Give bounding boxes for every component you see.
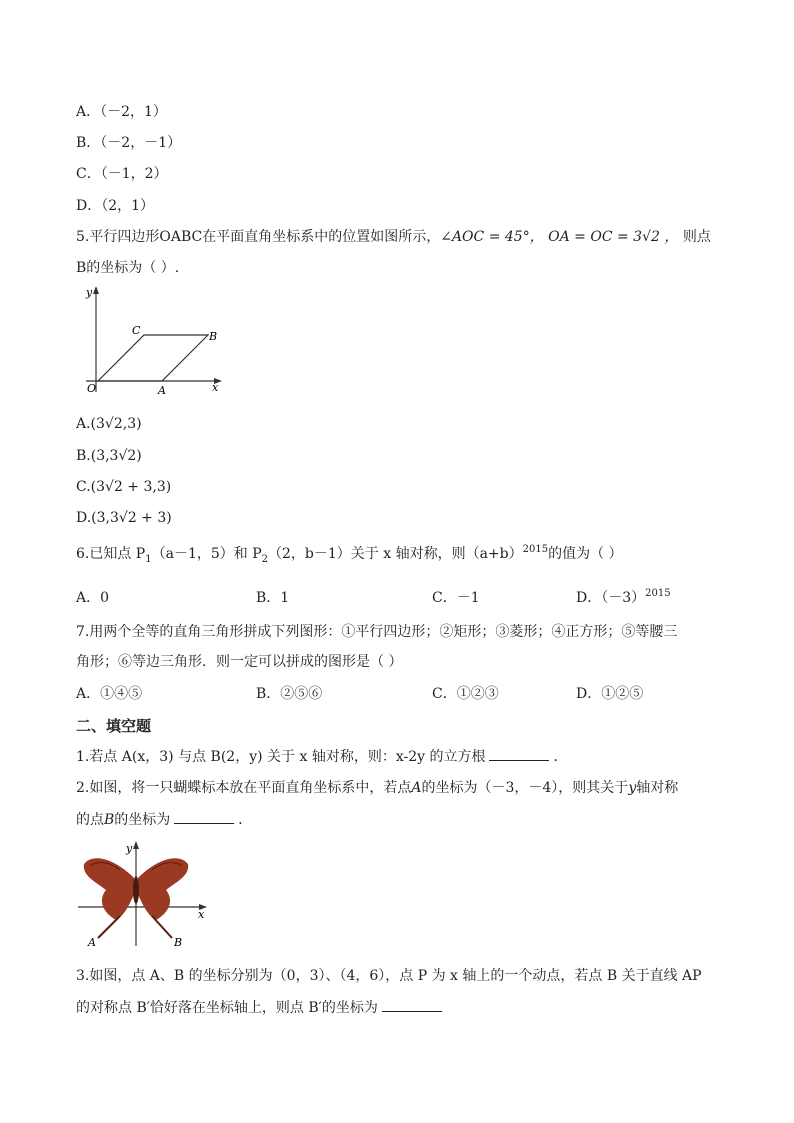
q6-text-post: 的值为（ ）	[548, 546, 623, 562]
q5-question-line2: B的坐标为（ ）.	[76, 260, 180, 276]
q5-fig-label-O: O	[87, 382, 97, 395]
fill-question-1	[76, 746, 567, 767]
f2-point-b: B	[104, 812, 115, 828]
q5-fig-label-B: B	[209, 330, 218, 343]
fill-question-2-line1	[76, 778, 678, 798]
q7-option-a: A．①④⑤	[76, 686, 143, 702]
f2-line2-mid: 的坐标为	[114, 812, 171, 828]
q4-option-c: C．（－1，2）	[76, 166, 168, 182]
q6-sub2: 2	[261, 554, 269, 565]
q5-fig-label-A: A	[158, 384, 166, 396]
q6-text-pre: 6.已知点 P	[76, 546, 146, 562]
q4-option-a: A．（－2，1）	[76, 104, 167, 120]
f1-text-post: ．	[553, 749, 568, 765]
q6-option-b: B．1	[256, 590, 290, 606]
fill-question-2-line2	[76, 809, 252, 830]
q5-option-a: A.(3√2,3)	[76, 416, 142, 432]
q6-option-d-exp: 2015	[645, 588, 671, 599]
q6-text-mid2: （2，b－1）关于 x 轴对称，则（a+b）	[268, 546, 523, 562]
f2-fig-label-A: A	[88, 936, 96, 949]
q5-condition: ∠AOC = 45°， OA = OC = 3√2 ，	[440, 229, 679, 245]
q6-option-d	[576, 588, 671, 610]
q5-fig-label-x: x	[212, 381, 219, 394]
q7-option-b: B．②⑤⑥	[256, 686, 323, 702]
f1-answer-blank[interactable]	[489, 746, 549, 761]
f3-line2-pre: 的对称点 B′恰好落在坐标轴上，则点 B′的坐标为	[76, 1000, 378, 1016]
q7-question-line2: 角形；⑥等边三角形．则一定可以拼成的图形是（ ）	[76, 654, 403, 670]
q5-option-b: B.(3,3√2)	[76, 448, 142, 464]
q5-question-line1	[76, 227, 711, 247]
fill-question-3-line1: 3.如图，点 A、B 的坐标分别为（0，3）、（4，6），点 P 为 x 轴上的一个动点，若点 B 关于直线 AP	[76, 968, 702, 984]
f2-line1-mid: 的坐标为（－3，－4），则其关于	[421, 780, 629, 796]
f2-fig-label-y: y	[126, 842, 133, 855]
q4-option-b: B．（－2，－1）	[76, 135, 182, 151]
q6-option-d-base: D．（－3）	[576, 590, 646, 606]
f2-butterfly-figure	[76, 838, 210, 950]
q5-text-post: 则点	[678, 229, 711, 245]
f2-line2-post: ．	[238, 812, 253, 828]
f2-answer-blank[interactable]	[174, 809, 234, 824]
f1-text-pre: 1.若点 A(x，3) 与点 B(2，y) 关于 x 轴对称，则：x-2y 的立方根	[76, 749, 486, 765]
f2-fig-label-x: x	[198, 908, 205, 921]
q6-question	[76, 544, 623, 566]
f2-axis-y: y	[628, 780, 637, 796]
q5-text-pre: 5.平行四边形OABC在平面直角坐标系中的位置如图所示，	[76, 229, 441, 245]
f2-line1-pre: 2.如图，将一只蝴蝶标本放在平面直角坐标系中，若点	[76, 780, 412, 796]
q5-fig-label-y: y	[86, 286, 93, 299]
q7-question-line1: 7.用两个全等的直角三角形拼成下列图形：①平行四边形；②矩形；③菱形；④正方形；⑤等腰三	[76, 624, 678, 640]
q6-sub1: 1	[145, 554, 152, 565]
q6-exp: 2015	[522, 544, 549, 555]
q6-option-c: C．－1	[432, 590, 480, 606]
f2-line2-pre: 的点	[76, 812, 104, 828]
f2-fig-label-B: B	[174, 936, 183, 949]
q5-option-c: C.(3√2 + 3,3)	[76, 479, 172, 495]
q7-option-d: D．①②⑤	[576, 686, 644, 702]
q5-parallelogram-figure	[76, 284, 226, 396]
section-heading-fill-blank: 二、填空题	[76, 717, 152, 735]
f2-line1-post: 轴对称	[636, 780, 679, 796]
f2-point-a: A	[411, 780, 422, 796]
q5-fig-label-C: C	[132, 324, 141, 337]
f3-answer-blank[interactable]	[382, 997, 442, 1012]
q7-option-c: C．①②③	[432, 686, 499, 702]
q4-option-d: D．（2，1）	[76, 198, 155, 214]
q6-option-a: A．0	[76, 590, 110, 606]
q6-text-mid1: （a－1，5）和 P	[151, 546, 262, 562]
fill-question-3-line2	[76, 997, 446, 1018]
q5-option-d: D.(3,3√2 + 3)	[76, 510, 172, 526]
